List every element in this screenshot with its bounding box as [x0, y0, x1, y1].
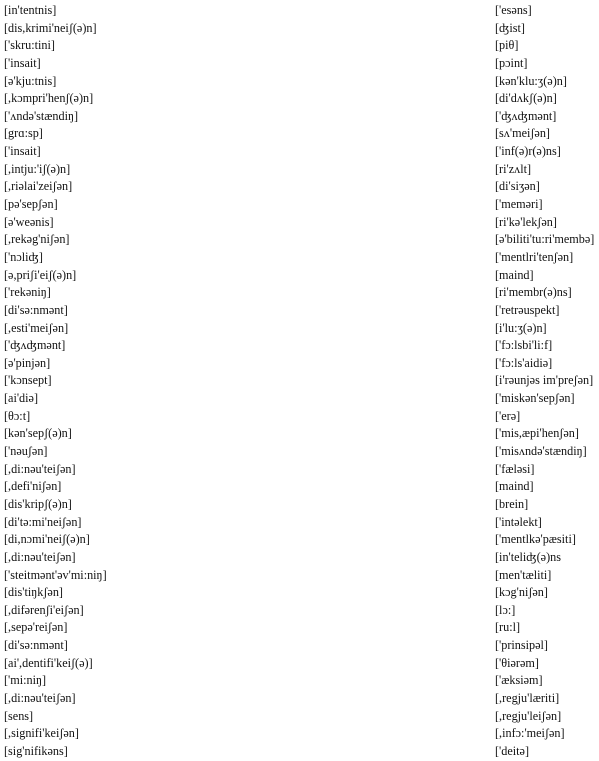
phonetic-entry: ['erə] — [495, 408, 521, 423]
phonetic-entry: [sig'nifikəns] — [4, 743, 68, 758]
phonetic-entry: [sʌ'meiʃən] — [495, 126, 550, 141]
phonetic-entry: ['miskən'sepʃən] — [495, 391, 575, 406]
phonetic-entry: ['prinsipəl] — [495, 638, 548, 653]
phonetic-entry: [,infɔ:'meiʃən] — [495, 726, 565, 741]
phonetic-entry: [maind] — [495, 267, 534, 282]
phonetic-entry: [,sepə'reiʃən] — [4, 620, 68, 635]
phonetic-entry: ['misʌndə'stændiŋ] — [495, 444, 587, 459]
phonetic-entry: ['fɔ:ls'aidiə] — [495, 355, 553, 370]
phonetic-entry: [,difərenʃi'eiʃən] — [4, 602, 84, 617]
phonetic-entry: [sens] — [4, 708, 34, 723]
phonetic-entry: [,defi'niʃən] — [4, 479, 62, 494]
phonetic-entry: [ə'biliti'tu:ri'membə] — [495, 232, 595, 247]
phonetic-entry: ['mi:niŋ] — [4, 673, 47, 688]
phonetic-entry: [in'tentnis] — [4, 3, 57, 17]
phonetic-entry: [,riəlai'zeiʃən] — [4, 179, 73, 194]
phonetic-entry: [di'dʌkʃ(ə)n] — [495, 91, 557, 106]
phonetic-entry: ['mentlkə'pæsiti] — [495, 532, 576, 547]
phonetic-entry: [brein] — [495, 496, 529, 511]
phonetic-entry: [kən'klu:ʒ(ə)n] — [495, 73, 567, 88]
phonetic-entry: [i'rəunjəs im'preʃən] — [495, 373, 594, 388]
phonetic-entry: ['ʌndə'stændiŋ] — [4, 108, 79, 123]
phonetic-entry: ['rekəniŋ] — [4, 285, 51, 300]
phonetic-entry: [,regju'læriti] — [495, 690, 560, 705]
phonetic-entry: [,di:nəu'teiʃən] — [4, 549, 76, 564]
phonetic-entry: [ri'zʌlt] — [495, 161, 532, 176]
phonetic-entry: [dis'kripʃ(ə)n] — [4, 496, 72, 511]
phonetic-entry: [ə,priʃi'eiʃ(ə)n] — [4, 267, 77, 282]
phonetic-entry: ['deitə] — [495, 743, 529, 758]
phonetic-entry: [kɔg'niʃən] — [495, 585, 548, 600]
phonetic-entry: [,signifi'keiʃən] — [4, 726, 79, 741]
phonetic-entry: [ai',dentifi'keiʃ(ə)] — [4, 655, 93, 670]
phonetic-entry: [i'lu:ʒ(ə)n] — [495, 320, 547, 335]
phonetic-entry: [,regju'leiʃən] — [495, 708, 562, 723]
phonetic-entry: [lɔ:] — [495, 602, 516, 617]
phonetic-entry: [di'sə:nmənt] — [4, 302, 68, 317]
phonetic-entry: ['esəns] — [495, 3, 532, 17]
phonetic-entry: [ʤist] — [495, 20, 525, 35]
phonetic-entry: ['insait] — [4, 55, 41, 70]
phonetic-entry: ['ʤʌʤmənt] — [495, 108, 557, 123]
phonetic-entry: [ru:l] — [495, 620, 521, 635]
phonetic-entry: ['θiərəm] — [495, 655, 539, 670]
phonetic-entry: ['meməri] — [495, 197, 543, 212]
phonetic-entry: [,rekəg'niʃən] — [4, 232, 70, 247]
phonetic-entry: ['fɔ:lsbi'li:f] — [495, 338, 553, 353]
phonetic-entry: [di,nɔmi'neiʃ(ə)n] — [4, 532, 90, 547]
phonetic-entry: ['skru:tini] — [4, 38, 55, 53]
phonetic-entry: [men'tæliti] — [495, 567, 552, 582]
phonetic-entry: ['insait] — [4, 144, 41, 159]
phonetic-entry: [,intju:'iʃ(ə)n] — [4, 161, 71, 176]
phonetic-entry: [kən'sepʃ(ə)n] — [4, 426, 72, 441]
phonetic-entry: [dis,krimi'neiʃ(ə)n] — [4, 20, 97, 35]
phonetic-entry: ['retrəuspekt] — [495, 302, 560, 317]
phonetic-entry: [maind] — [495, 479, 534, 494]
phonetic-entry: [in'teliʤ(ə)ns — [495, 549, 561, 564]
phonetic-entry: [ə'kju:tnis] — [4, 73, 57, 88]
phonetic-entry: [dis'tiŋkʃən] — [4, 585, 63, 600]
phonetic-entry: [pə'sepʃən] — [4, 197, 58, 212]
phonetic-entry: ['intəlekt] — [495, 514, 542, 529]
phonetic-entry: [piθ] — [495, 38, 519, 53]
phonetic-entry: [θɔ:t] — [4, 408, 31, 423]
phonetic-entry: [,esti'meiʃən] — [4, 320, 69, 335]
phonetic-entry: [pɔint] — [495, 55, 528, 70]
phonetic-entry: [,di:nəu'teiʃən] — [4, 461, 76, 476]
phonetic-entry: [grɑ:sp] — [4, 126, 43, 141]
phonetic-entry: [ə'weənis] — [4, 214, 54, 229]
left-column — [4, 2, 107, 761]
phonetic-entry: [di'siʒən] — [495, 179, 540, 194]
phonetic-entry: [,di:nəu'teiʃən] — [4, 690, 76, 705]
phonetic-entry: ['kɔnsept] — [4, 373, 52, 388]
phonetic-entry: [di'sə:nmənt] — [4, 638, 68, 653]
phonetic-entry: [,kɔmpri'henʃ(ə)n] — [4, 91, 94, 106]
phonetic-entry: ['inf(ə)r(ə)ns] — [495, 144, 561, 159]
phonetic-entry: ['nɔliʤ] — [4, 249, 43, 264]
phonetic-entry: ['mentlri'tenʃən] — [495, 249, 574, 264]
phonetic-entry: [ri'membr(ə)ns] — [495, 285, 572, 300]
phonetic-entry: ['ʤʌʤmənt] — [4, 338, 66, 353]
phonetic-entry: [di'tə:mi'neiʃən] — [4, 514, 82, 529]
phonetic-entry: ['mis,æpi'henʃən] — [495, 426, 579, 441]
phonetic-entry: ['steitmənt'əv'mi:niŋ] — [4, 567, 107, 582]
right-column — [495, 2, 594, 761]
phonetic-entry: [ə'pinjən] — [4, 355, 51, 370]
phonetic-entry: [ri'kə'lekʃən] — [495, 214, 557, 229]
phonetic-entry: [ai'diə] — [4, 391, 38, 406]
phonetic-entry: ['nəuʃən] — [4, 444, 48, 459]
phonetic-entry: ['fæləsi] — [495, 461, 535, 476]
phonetic-entry: ['æksiəm] — [495, 673, 543, 688]
